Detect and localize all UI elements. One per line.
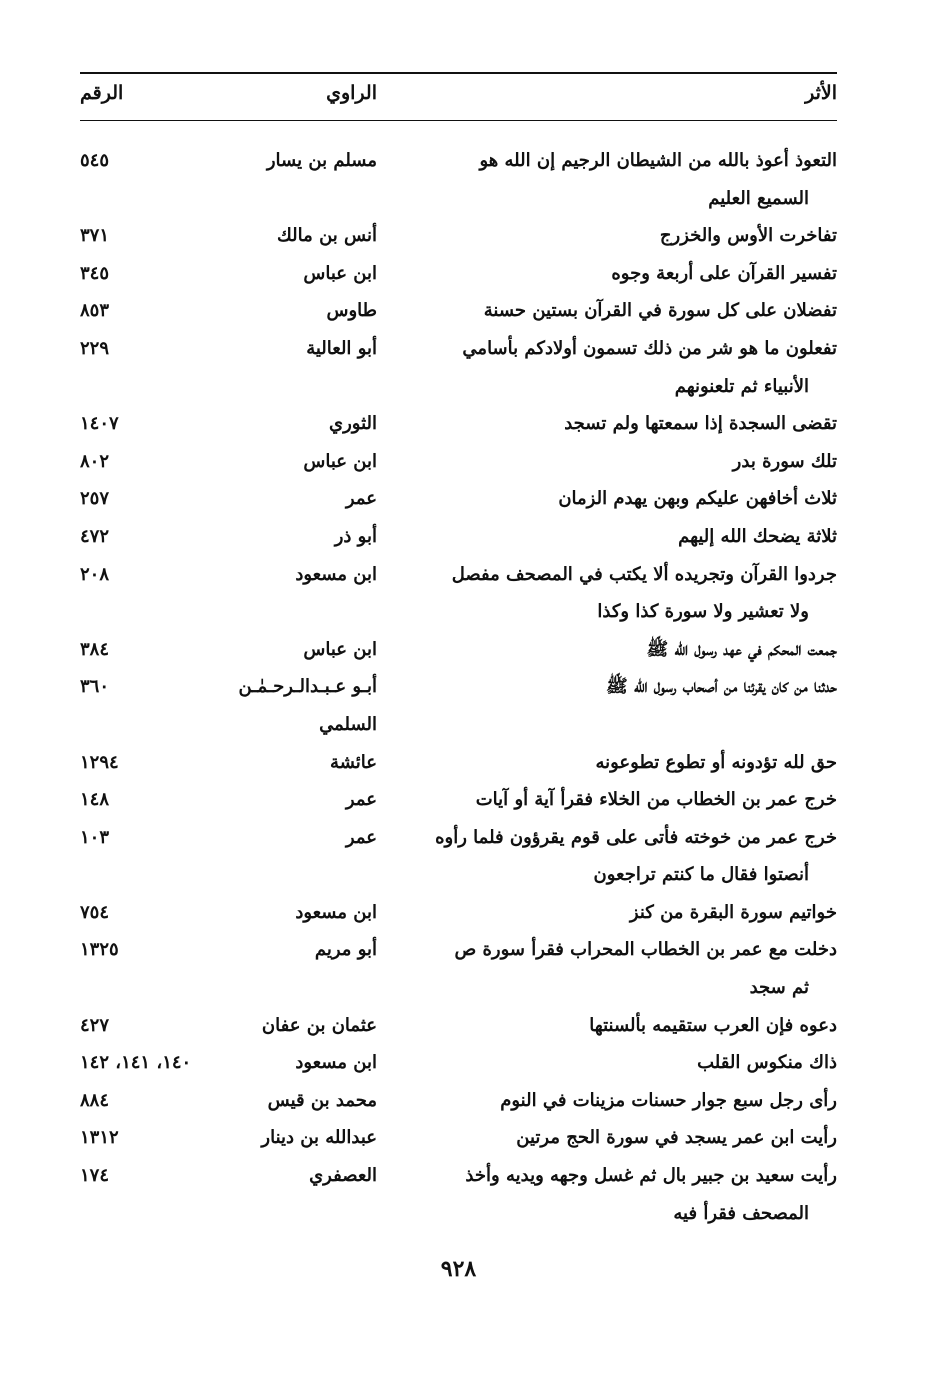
table-row [80, 142, 837, 217]
athar-line: حدثنا من كان يقرئنا من أصحاب رسول الله ﷺ [606, 676, 837, 698]
athar-cell [407, 781, 837, 819]
rawi-line: السلمي [319, 713, 377, 735]
athar-cell [407, 217, 837, 255]
header-rawi: الراوي [326, 82, 377, 104]
rawi-line: أبـو عـبـدالـرحـمٰـن [238, 676, 377, 698]
raqm-cell: ٣٤٥ [80, 262, 110, 284]
athar-line: جمعت المحكم في عهد رسول الله ﷺ [646, 638, 837, 660]
athar-cell [407, 142, 837, 217]
athar-line: جردوا القرآن وتجريده ألا يكتب في المصحف مفصل [451, 563, 837, 585]
athar-cell [407, 894, 837, 932]
rawi-line: ابن عباس [303, 450, 377, 472]
raqm-cell: ١٣٢٥ [80, 939, 119, 961]
page-number: ٩٢٨ [440, 1256, 477, 1282]
athar-line: تفضلان على كل سورة في القرآن بستين حسنة [483, 300, 837, 322]
athar-line: خرج عمر من خوخته فأتى على قوم يقرؤون فلما رأوه [435, 826, 837, 848]
table-row [80, 292, 837, 330]
raqm-cell: ١٤٨ [80, 789, 110, 811]
athar-cell [407, 631, 837, 669]
rawi-line: أنس بن مالك [277, 225, 377, 247]
table-row [80, 1082, 837, 1120]
raqm-cell: ٤٢٧ [80, 1014, 110, 1036]
athar-cell [407, 556, 837, 631]
table-header [80, 82, 837, 116]
raqm-cell: ١٠٣ [80, 826, 110, 848]
athar-line: التعوذ أعوذ بالله من الشيطان الرجيم إن الله هو [479, 150, 837, 171]
athar-line: ذاك منكوس القلب [697, 1052, 837, 1074]
rawi-line: الثوري [329, 413, 377, 435]
table-row [80, 1157, 837, 1232]
athar-cell [407, 1082, 837, 1120]
rawi-line: ابن عباس [303, 638, 377, 660]
athar-line: خرج عمر بن الخطاب من الخلاء فقرأ آية أو آيات [475, 789, 837, 811]
athar-line: تفعلون ما هو شر من ذلك تسمون أولادكم بأسامي [462, 337, 837, 359]
table-row [80, 819, 837, 894]
athar-cell [407, 931, 837, 1006]
rawi-line: عمر [345, 826, 377, 848]
table-row [80, 631, 837, 669]
athar-cell [407, 1044, 837, 1082]
raqm-cell: ١٣١٢ [80, 1127, 119, 1149]
table-row [80, 781, 837, 819]
athar-cell [407, 255, 837, 293]
raqm-cell: ٣٧١ [80, 225, 110, 247]
athar-line: ثلاثة يضحك الله إليهم [678, 525, 837, 547]
table-row [80, 931, 837, 1006]
athar-cell [407, 480, 837, 518]
table-row [80, 1119, 837, 1157]
athar-cell [407, 1007, 837, 1045]
table-row [80, 668, 837, 743]
raqm-cell: ٨٥٣ [80, 300, 110, 322]
raqm-cell: ٥٤٥ [80, 150, 110, 171]
rawi-line: أبو العالية [306, 337, 377, 359]
table-row [80, 744, 837, 782]
rawi-line: ابن عباس [303, 262, 377, 284]
athar-line: خواتيم سورة البقرة من كنز [629, 901, 837, 923]
athar-cell [407, 819, 837, 894]
athar-line: ثم سجد [749, 977, 809, 999]
raqm-cell: ٨٠٢ [80, 450, 110, 472]
raqm-cell: ٢٢٩ [80, 337, 110, 359]
athar-cell [407, 292, 837, 330]
raqm-cell: ٣٦٠ [80, 676, 110, 698]
table-body [80, 142, 837, 1232]
rawi-line: مسلم بن يسار [266, 150, 377, 171]
header-raqm: الرقم [80, 82, 124, 104]
rawi-line: ابن مسعود [295, 563, 377, 585]
raqm-cell: ١٢٩٤ [80, 751, 119, 773]
athar-cell [407, 518, 837, 556]
rawi-line: عائشة [330, 751, 377, 773]
raqm-cell: ٨٨٤ [80, 1089, 110, 1111]
table-row [80, 405, 837, 443]
raqm-cell: ٤٧٢ [80, 525, 110, 547]
rawi-line: عثمان بن عفان [261, 1014, 377, 1036]
raqm-cell: ٣٨٤ [80, 638, 110, 660]
athar-line: رأيت سعيد بن جبير بال ثم غسل وجهه ويديه وأخذ [465, 1165, 837, 1187]
athar-line: تقضى السجدة إذا سمعتها ولم تسجد [564, 413, 837, 435]
raqm-cell: ١٧٤ [80, 1165, 110, 1187]
table-row [80, 443, 837, 481]
table-row [80, 1044, 837, 1082]
athar-line: رأيت ابن عمر يسجد في سورة الحج مرتين [516, 1127, 837, 1149]
athar-cell [407, 744, 837, 782]
table-row [80, 556, 837, 631]
athar-cell [407, 405, 837, 443]
athar-line: أنصتوا فقال ما كنتم تراجعون [593, 864, 809, 886]
rawi-line: عمر [345, 488, 377, 510]
index-page [80, 70, 837, 1310]
rawi-line: طاوس [326, 300, 377, 322]
top-rule [80, 72, 837, 74]
athar-cell [407, 443, 837, 481]
athar-cell [407, 330, 837, 405]
raqm-cell: ٢٥٧ [80, 488, 110, 510]
athar-line: ولا تعشير ولا سورة كذا وكذا [597, 601, 809, 623]
athar-line: ثلاث أخافهن عليكم وبهن يهدم الزمان [558, 488, 837, 510]
rawi-line: أبو مريم [314, 939, 377, 961]
athar-line: رأى رجل سبع جوار حسنات مزينات في النوم [500, 1089, 837, 1111]
table-row [80, 518, 837, 556]
rawi-line: محمد بن قيس [267, 1089, 377, 1111]
raqm-cell: ١٤٠٧ [80, 413, 119, 435]
header-rule [80, 120, 837, 121]
athar-line: السميع العليم [708, 187, 809, 209]
rawi-line: ابن مسعود [295, 901, 377, 923]
rawi-line: أبو ذر [334, 525, 377, 547]
raqm-cell: ٧٥٤ [80, 901, 110, 923]
athar-line: تلك سورة بدر [732, 450, 837, 472]
athar-cell [407, 668, 837, 706]
athar-line: تفاخرت الأوس والخزرج [659, 225, 837, 247]
rawi-line: عمر [345, 789, 377, 811]
rawi-line: العصفري [309, 1165, 377, 1187]
athar-cell [407, 1119, 837, 1157]
athar-line: دعوه فإن العرب ستقيمه بألسنتها [589, 1014, 837, 1036]
athar-cell [407, 1157, 837, 1232]
raqm-cell: ١٤٠، ١٤١، ١٤٢ [80, 1052, 192, 1074]
table-row [80, 894, 837, 932]
rawi-line: ابن مسعود [295, 1052, 377, 1074]
athar-line: تفسير القرآن على أربعة وجوه [611, 262, 837, 284]
header-athar: الأثر [805, 82, 837, 104]
athar-line: دخلت مع عمر بن الخطاب المحراب فقرأ سورة ص [454, 939, 837, 961]
table-row [80, 330, 837, 405]
athar-line: حق لله تؤدونه أو تطوع تطوعونه [595, 751, 837, 773]
rawi-line: عبدالله بن دينار [261, 1127, 377, 1149]
table-row [80, 1007, 837, 1045]
athar-line: المصحف فقرأ فيه [673, 1202, 809, 1224]
raqm-cell: ٢٠٨ [80, 563, 110, 585]
athar-line: الأنبياء ثم تلعنونهم [674, 375, 809, 397]
table-row [80, 217, 837, 255]
table-row [80, 255, 837, 293]
table-row [80, 480, 837, 518]
